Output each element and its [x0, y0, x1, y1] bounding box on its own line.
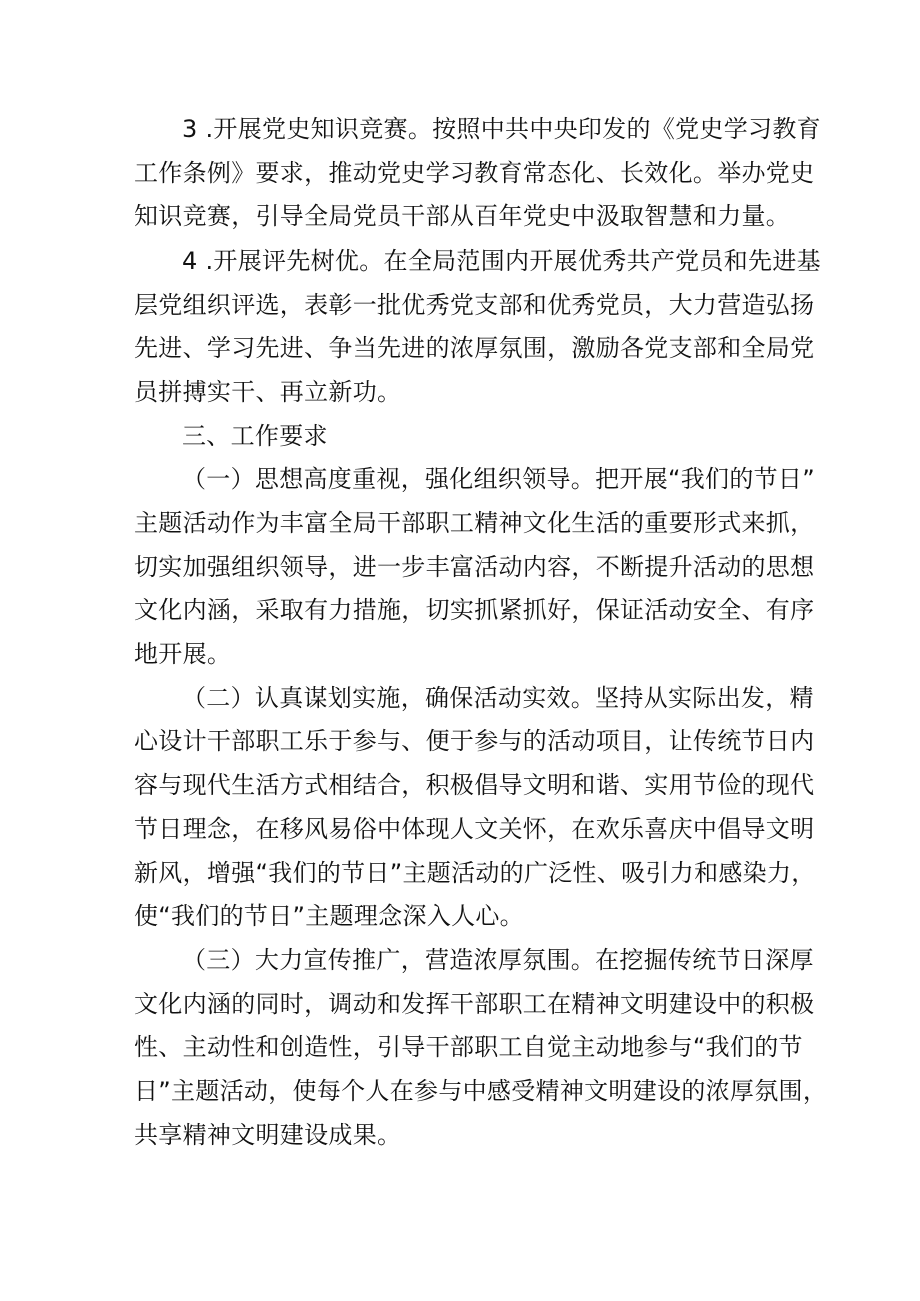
req-1-line-1: （一）思想高度重视，强化组织领导。把开展“我们的节日”: [182, 465, 815, 493]
item-4-line-1: 4 .开展评先树优。在全局范围内开展优秀共产党员和先进基: [182, 247, 821, 275]
req-3-line-5: 共享精神文明建设成果。: [134, 1121, 402, 1149]
req-3-line-4: 日”主题活动，使每个人在参与中感受精神文明建设的浓厚氛围，: [134, 1077, 828, 1105]
req-1-line-3: 切实加强组织领导，进一步丰富活动内容，不断提升活动的思想: [134, 553, 815, 581]
req-2-line-5: 新风，增强“我们的节日”主题活动的广泛性、吸引力和感染力，: [134, 859, 816, 887]
item-3-line-1: 3 .开展党史知识竞赛。按照中共中央印发的《党史学习教育: [182, 115, 821, 143]
req-3-line-2: 文化内涵的同时，调动和发挥干部职工在精神文明建设中的积极: [134, 990, 815, 1018]
req-1-line-5: 地开展。: [134, 640, 232, 668]
section-heading: 三、工作要求: [182, 422, 328, 450]
req-2-line-1: （二）认真谋划实施，确保活动实效。坚持从实际出发，精: [182, 684, 814, 712]
req-2-line-3: 容与现代生活方式相结合，积极倡导文明和谐、实用节俭的现代: [134, 771, 815, 799]
req-3-line-1: （三）大力宣传推广，营造浓厚氛围。在挖掘传统节日深厚: [182, 946, 814, 974]
item-4-line-4: 员拼搏实干、再立新功。: [134, 378, 402, 406]
item-4-line-2: 层党组织评选，表彰一批优秀党支部和优秀党员，大力营造弘扬: [134, 291, 815, 319]
req-1-line-4: 文化内涵，采取有力措施，切实抓紧抓好，保证活动安全、有序: [134, 596, 815, 624]
req-1-line-2: 主题活动作为丰富全局干部职工精神文化生活的重要形式来抓，: [134, 509, 815, 537]
req-2-line-4: 节日理念，在移风易俗中体现人文关怀，在欢乐喜庆中倡导文明: [134, 815, 815, 843]
item-3-line-3: 知识竞赛，引导全局党员干部从百年党史中汲取智慧和力量。: [134, 202, 791, 230]
req-2-line-6: 使“我们的节日”主题理念深入人心。: [134, 902, 524, 930]
req-3-line-3: 性、主动性和创造性，引导干部职工自觉主动地参与“我们的节: [134, 1033, 803, 1061]
item-4-line-3: 先进、学习先进、争当先进的浓厚氛围，激励各党支部和全局党: [134, 334, 815, 362]
item-3-line-2: 工作条例》要求，推动党史学习教育常态化、长效化。举办党史: [134, 159, 815, 187]
req-2-line-2: 心设计干部职工乐于参与、便于参与的活动项目，让传统节日内: [134, 727, 815, 755]
